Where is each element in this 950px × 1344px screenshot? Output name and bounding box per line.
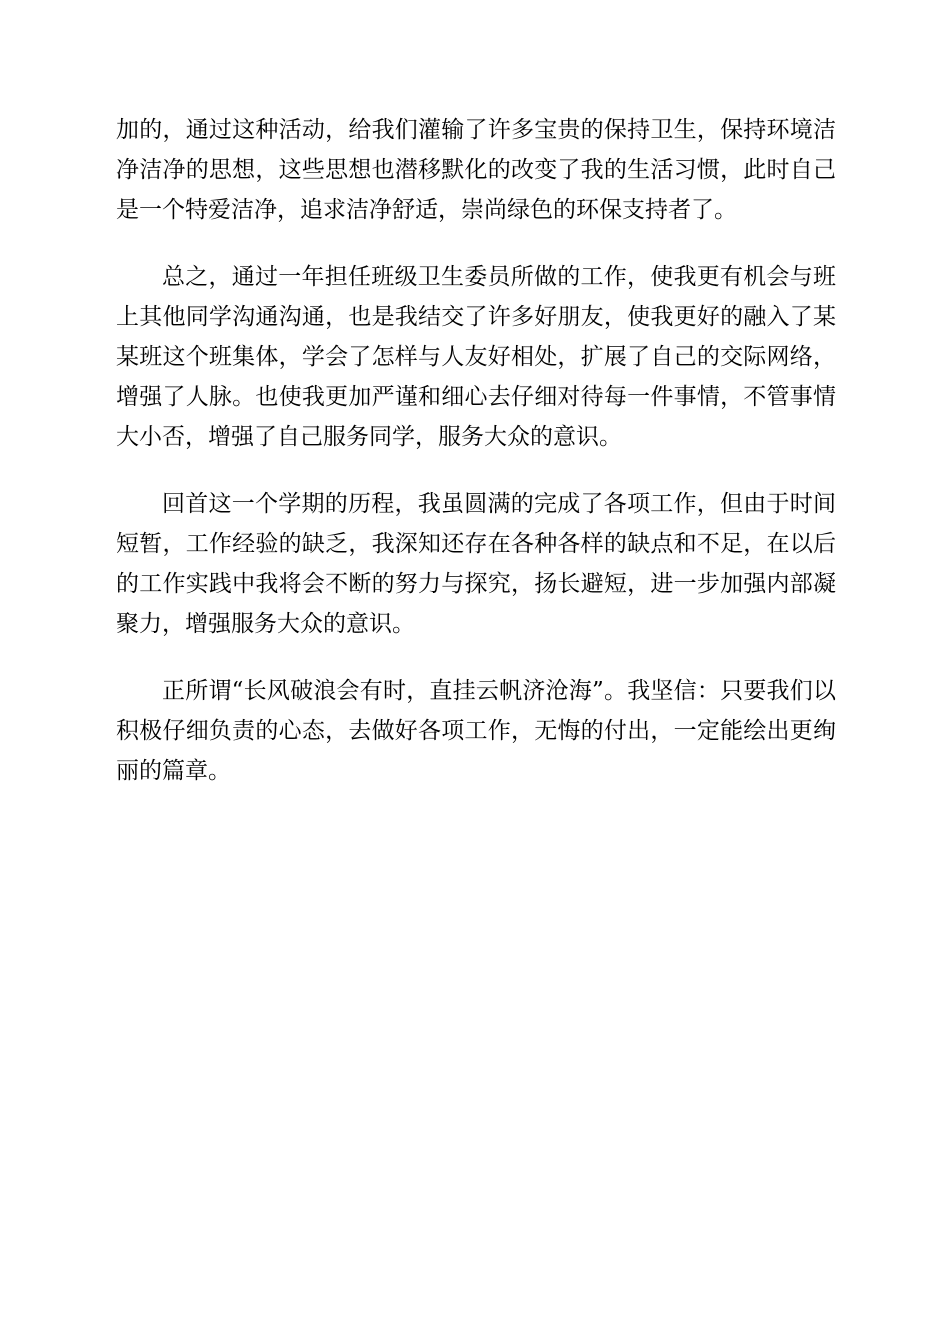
paragraph-continuation: 加的，通过这种活动，给我们灌输了许多宝贵的保持卫生，保持环境洁净洁净的思想，这些思想也潜移默化的改变了我的生活习惯，此时自己是一个特爱洁净，追求洁净舒适，崇尚绿色的环保支持者了。 bbox=[116, 117, 836, 223]
paragraph-conclusion: 正所谓“长风破浪会有时，直挂云帆济沧海”。我坚信：只要我们以积极仔细负责的心态，去做好各项工作，无悔的付出，一定能绘出更绚丽的篇章。 bbox=[116, 678, 836, 784]
document-body bbox=[116, 110, 836, 818]
paragraph-review: 回首这一个学期的历程，我虽圆满的完成了各项工作，但由于时间短暂，工作经验的缺乏，我深知还存在各种各样的缺点和不足，在以后的工作实践中我将会不断的努力与探究，扬长避短，进一步加强内部凝聚力，增强服务大众的意识。 bbox=[116, 491, 836, 637]
paragraph-summary: 总之，通过一年担任班级卫生委员所做的工作，使我更有机会与班上其他同学沟通沟通，也是我结交了许多好朋友，使我更好的融入了某某班这个班集体，学会了怎样与人友好相处，扩展了自己的交际网络，增强了人脉。也使我更加严谨和细心去仔细对待每一件事情，不管事情大小否，增强了自己服务同学，服务大众的意识。 bbox=[116, 264, 836, 450]
